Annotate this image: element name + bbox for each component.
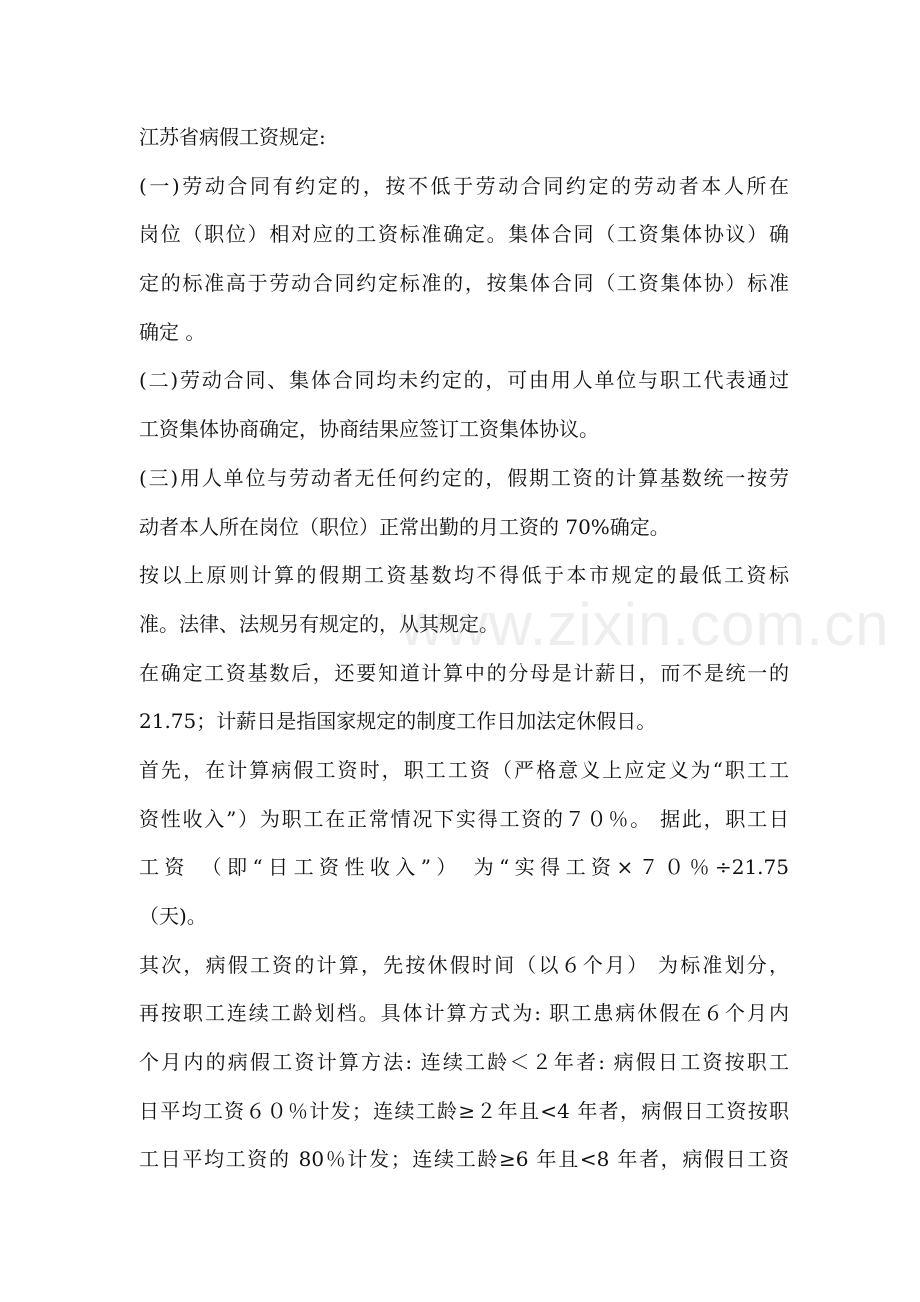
text-line: 准。法律、法规另有规定的，从其规定。 — [139, 611, 499, 636]
text-line: 按以上原则计算的假期工资基数均不得低于本市规定的最低工资标 — [139, 563, 789, 588]
text-line: (三)用人单位与劳动者无任何约定的，假期工资的计算基数统一按劳 — [139, 465, 789, 490]
text-line: 工资集体协商确定，协商结果应签订工资集体协议。 — [139, 417, 599, 442]
text-line: 21.75；计薪日是指国家规定的制度工作日加法定休假日。 — [139, 709, 657, 734]
text-line: 首先，在计算病假工资时，职工工资（严格意义上应定义为“职工工 — [139, 757, 789, 782]
watermark-text: www.zixin.com.cn — [400, 591, 890, 658]
text-line: 其次，病假工资的计算，先按休假时间（以６个月） 为标准划分， — [139, 952, 789, 977]
text-line: 定的标准高于劳动合同约定标准的，按集体合同（工资集体协）标准 — [139, 271, 789, 296]
text-line: 确定 。 — [139, 319, 206, 344]
text-line: 岗位（职位）相对应的工资标准确定。集体合同（工资集体协议）确 — [139, 222, 789, 247]
doc-title: 江苏省病假工资规定: — [139, 125, 326, 149]
text-line: 工日平均工资的 80％计发；连续工龄≥6 年且<8 年者，病假日工资 — [139, 1147, 789, 1172]
text-line: 动者本人所在岗位（职位）正常出勤的月工资的 70%确定。 — [139, 514, 670, 539]
text-line: (二)劳动合同、集体合同均未约定的，可由用人单位与职工代表通过 — [139, 368, 789, 393]
text-line: (一)劳动合同有约定的，按不低于劳动合同约定的劳动者本人所在 — [139, 173, 789, 198]
document-body — [139, 113, 789, 1184]
text-line: 工资 （即“日工资性收入”） 为“实得工资×７０％÷21.75 — [139, 855, 789, 880]
text-line: 资性收入”）为职工在正常情况下实得工资的７０％。 据此，职工日 — [139, 806, 789, 831]
text-line: 在确定工资基数后，还要知道计算中的分母是计薪日，而不是统一的 — [139, 660, 789, 685]
text-line: 再按职工连续工龄划档。具体计算方式为: 职工患病休假在６个月内 — [139, 1001, 789, 1026]
text-line: 个月内的病假工资计算方法: 连续工龄＜２年者: 病假日工资按职工 — [139, 1050, 789, 1075]
text-line: 日平均工资６０％计发；连续工龄≥２年且<4 年者，病假日工资按职 — [139, 1098, 789, 1123]
text-line: （天)。 — [139, 904, 207, 928]
